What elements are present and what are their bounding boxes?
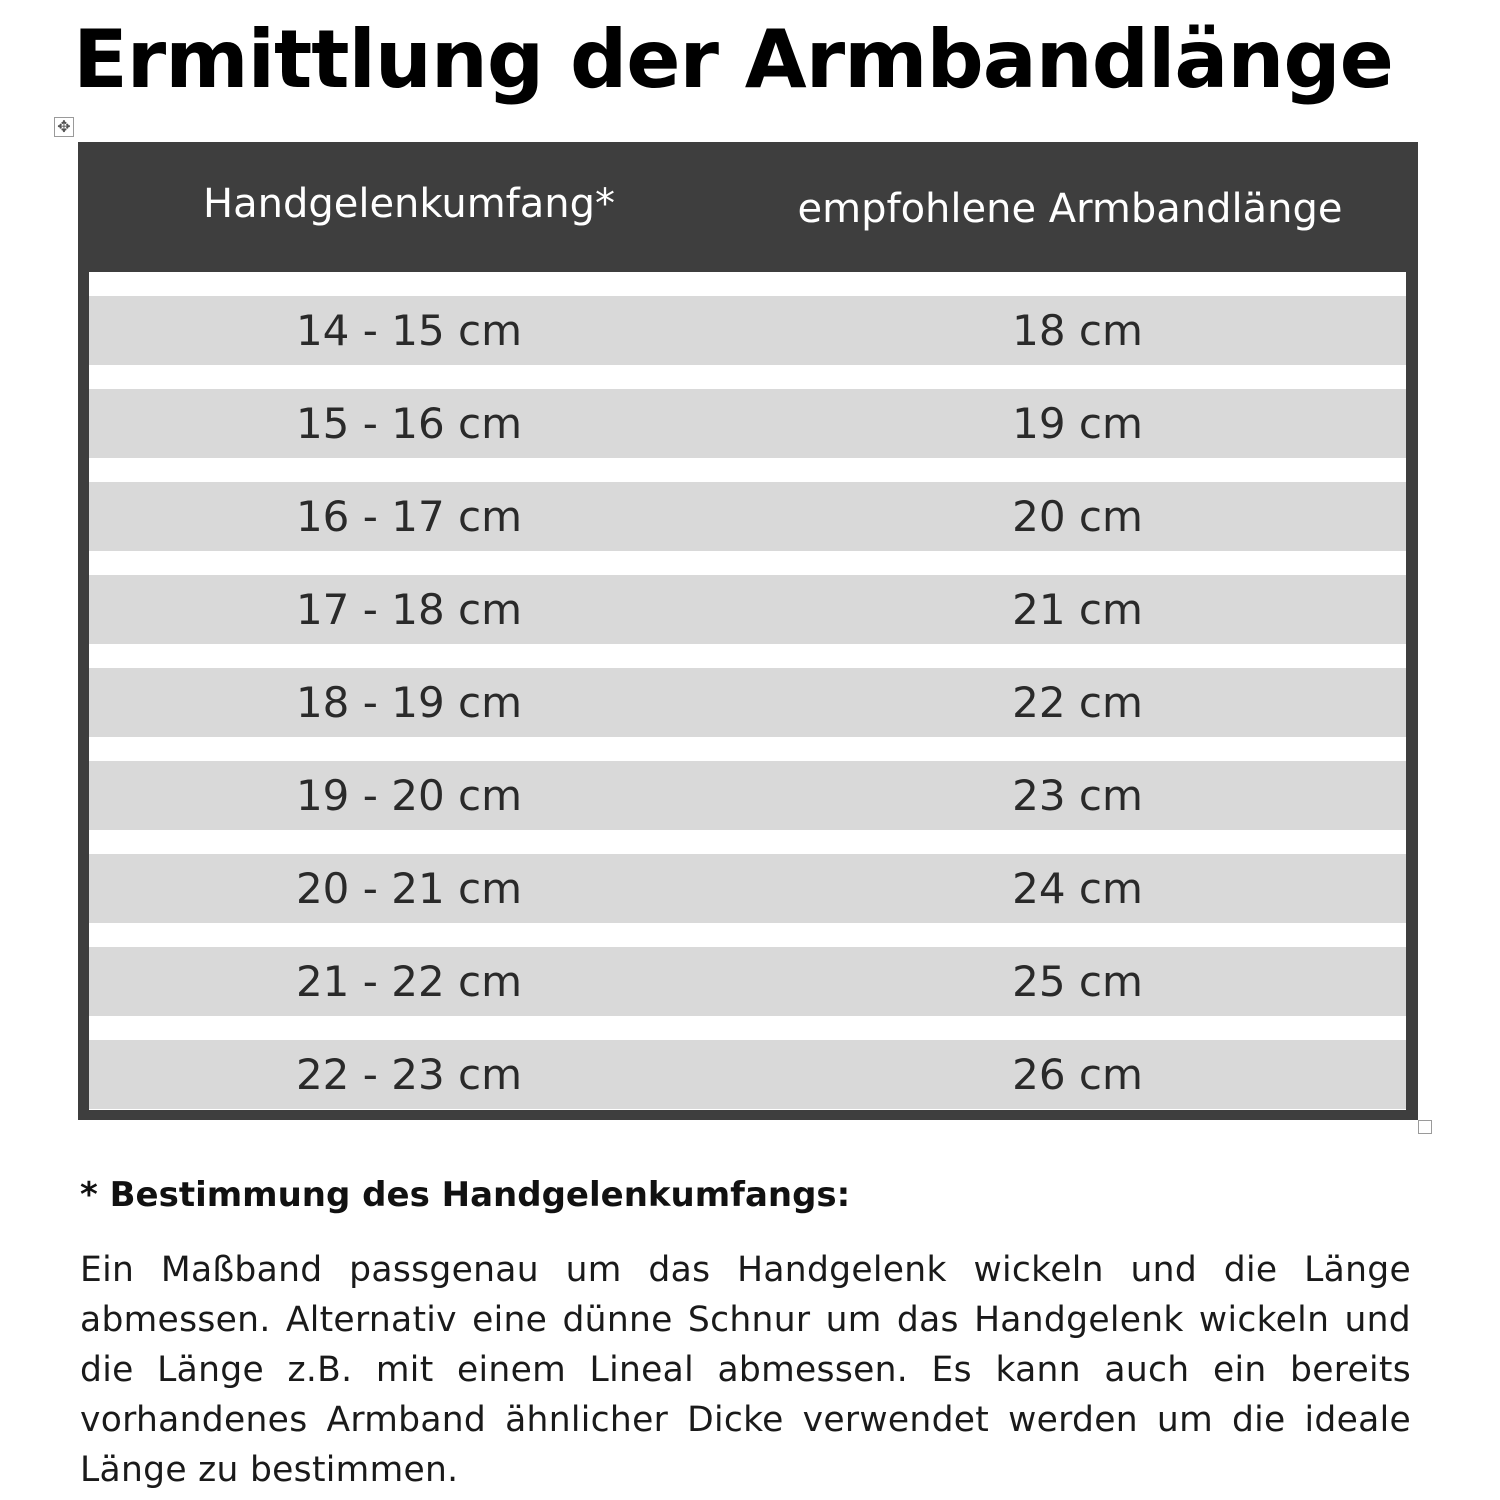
table-row <box>89 296 1406 365</box>
band-cell: 24 cm <box>1012 864 1143 913</box>
footnote-body: Ein Maßband passgenau um das Handgelenk wickeln und die Länge abmessen. Alternativ eine dünne Schnur um das Handgelenk wickeln und die Länge z.B. mit einem Lineal abmessen. Es kann auch ein bereits vorhandenes Armband ähnlicher Dicke verwendet werden um die ideale Länge zu bestimmen. <box>80 1250 1411 1490</box>
table-row <box>89 854 1406 923</box>
band-cell: 22 cm <box>1012 678 1143 727</box>
wrist-cell: 15 - 16 cm <box>295 399 523 448</box>
wrist-cell: 16 - 17 cm <box>295 492 523 541</box>
table-move-icon[interactable]: ✥ <box>54 117 74 137</box>
header-wrist-circumference: Handgelenkumfang* <box>203 181 615 227</box>
footnote-heading: * Bestimmung des Handgelenkumfangs: <box>80 1175 851 1215</box>
band-cell: 23 cm <box>1012 771 1143 820</box>
table-row <box>89 482 1406 551</box>
band-cell: 20 cm <box>1012 492 1143 541</box>
table-row <box>89 947 1406 1016</box>
table-row <box>89 668 1406 737</box>
table-row <box>89 761 1406 830</box>
wrist-cell: 21 - 22 cm <box>295 957 523 1006</box>
header-recommended-length: empfohlene Armbandlänge <box>797 186 1343 232</box>
wrist-cell: 20 - 21 cm <box>295 864 523 913</box>
band-cell: 26 cm <box>1012 1050 1143 1099</box>
band-cell: 25 cm <box>1012 957 1143 1006</box>
page-title: Ermittlung der Armbandlänge <box>73 13 1393 106</box>
wrist-cell: 18 - 19 cm <box>295 678 523 727</box>
wrist-cell: 22 - 23 cm <box>295 1050 523 1099</box>
band-cell: 21 cm <box>1012 585 1143 634</box>
table-header <box>78 142 1418 272</box>
table-body <box>89 272 1406 1110</box>
wrist-cell: 19 - 20 cm <box>295 771 523 820</box>
wrist-cell: 17 - 18 cm <box>295 585 523 634</box>
band-cell: 19 cm <box>1012 399 1143 448</box>
table-resize-icon[interactable] <box>1418 1120 1432 1134</box>
band-cell: 18 cm <box>1012 306 1143 355</box>
size-table <box>78 142 1418 1120</box>
table-row <box>89 1040 1406 1109</box>
table-row <box>89 575 1406 644</box>
table-row <box>89 389 1406 458</box>
wrist-cell: 14 - 15 cm <box>295 306 523 355</box>
